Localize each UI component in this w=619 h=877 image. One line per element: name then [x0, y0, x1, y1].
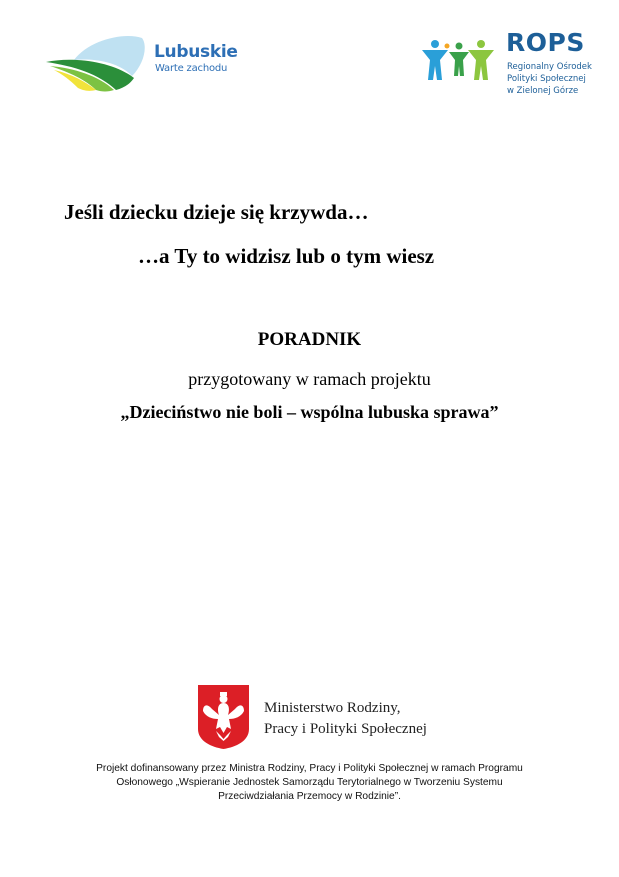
rops-name: ROPS: [506, 28, 585, 57]
lubuskie-slogan: Warte zachodu: [155, 63, 228, 74]
rops-line-1: Regionalny Ośrodek: [507, 62, 592, 72]
rops-line-2: Polityki Społecznej: [507, 74, 586, 84]
project-name: „Dzieciństwo nie boli – wspólna lubuska sprawa”: [120, 402, 499, 422]
lubuskie-logo: [44, 32, 244, 96]
guide-subtitle: przygotowany w ramach projektu: [188, 369, 431, 389]
title-line-2: …a Ty to widzisz lub o tym wiesz: [138, 244, 435, 268]
title-line-1: Jeśli dziecku dzieje się krzywda…: [64, 200, 369, 224]
lubuskie-name: Lubuskie: [154, 42, 238, 62]
polish-eagle-emblem-icon: [198, 685, 249, 749]
ministry-name: [264, 698, 427, 740]
rops-line-3: w Zielonej Górze: [507, 86, 579, 96]
lubuskie-emblem-icon: [44, 32, 154, 96]
funding-line-2: Osłonowego „Wspieranie Jednostek Samorządu Terytorialnego w Tworzeniu Systemu: [116, 777, 503, 788]
ministry-line-2: Pracy i Polityki Społecznej: [264, 721, 427, 737]
funding-line-1: Projekt dofinansowany przez Ministra Rodziny, Pracy i Polityki Społecznej w ramach Programu: [96, 763, 523, 774]
ministry-line-1: Ministerstwo Rodziny,: [264, 700, 401, 716]
guide-heading: PORADNIK: [257, 329, 362, 350]
rops-figures-icon: [418, 30, 498, 90]
funding-line-3: Przeciwdziałania Przemocy w Rodzinie”.: [218, 791, 401, 802]
rops-logo: [418, 30, 608, 100]
funding-note: [60, 762, 559, 804]
